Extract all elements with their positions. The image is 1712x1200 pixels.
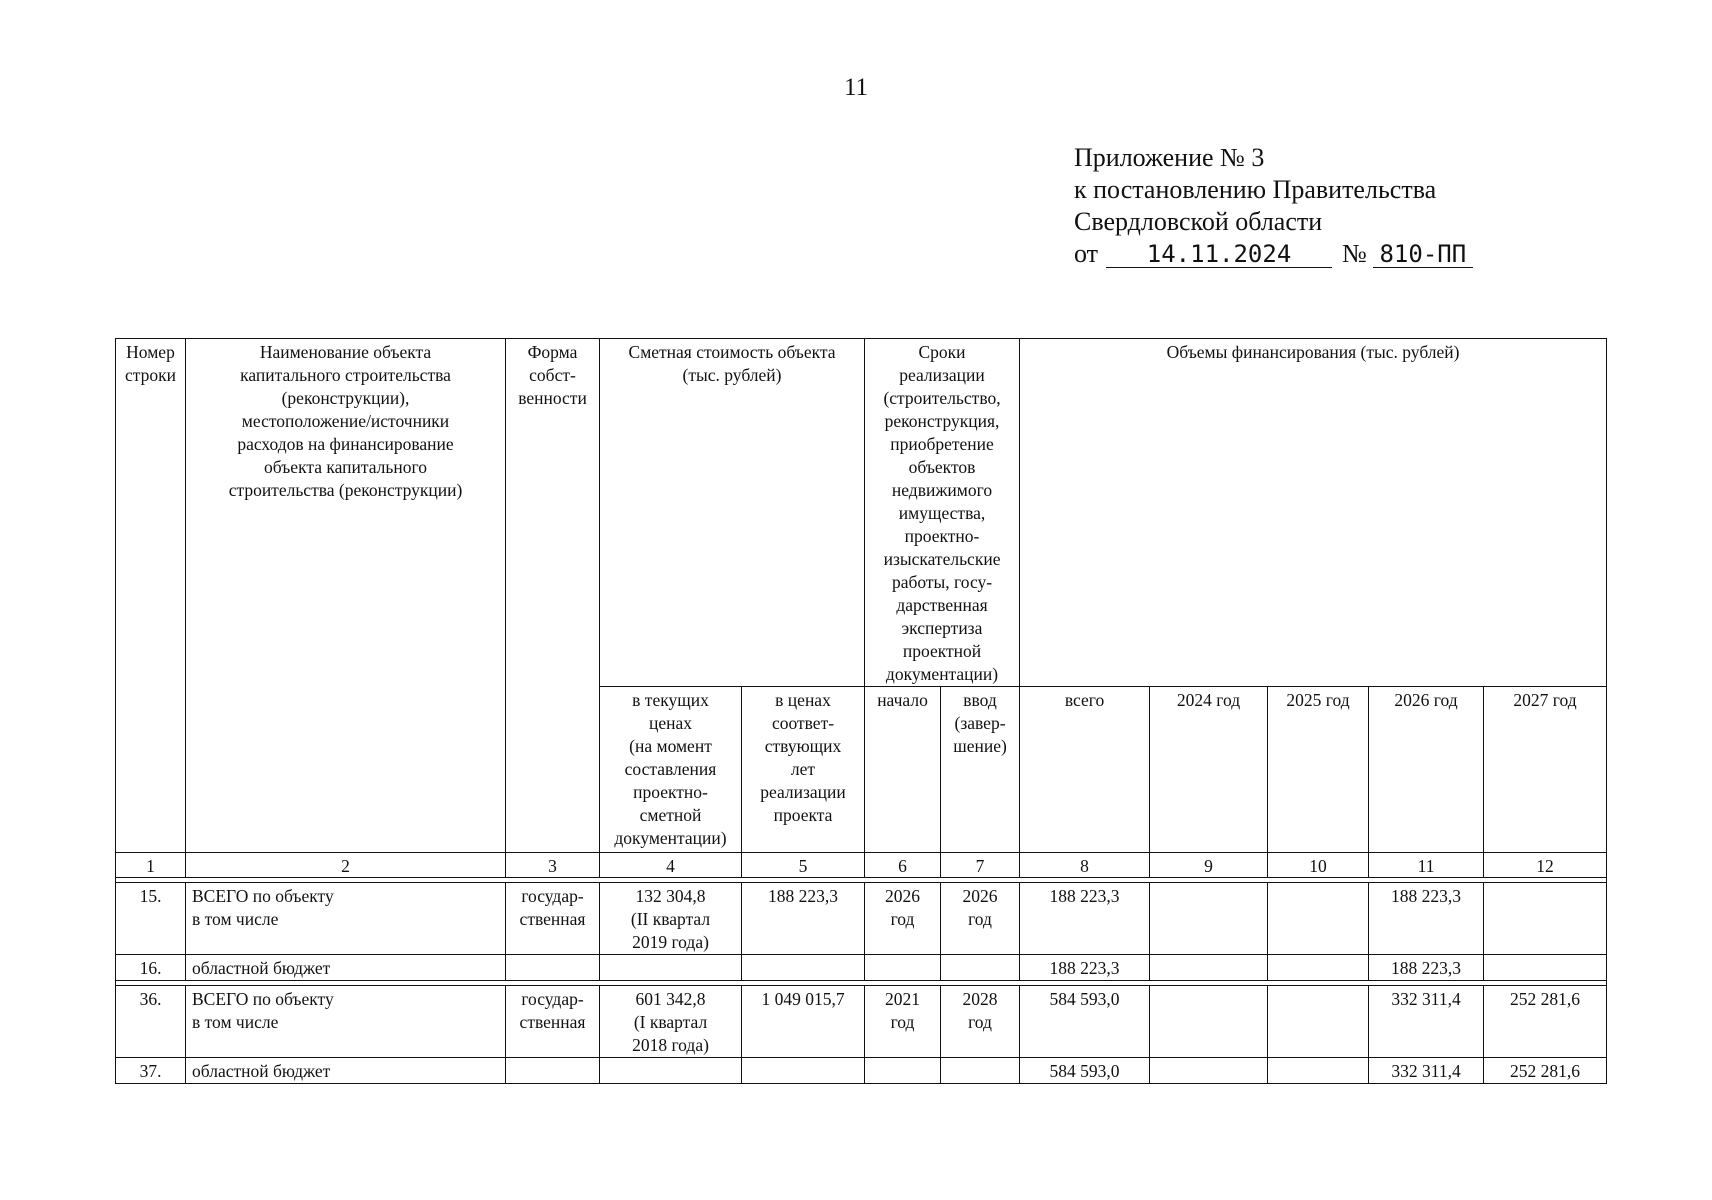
resolution-number: 810-ПП — [1373, 241, 1473, 268]
cell-object-name: ВСЕГО по объекту в том числе — [186, 883, 506, 955]
header-2025: 2025 год — [1268, 687, 1369, 853]
header-total: всего — [1020, 687, 1150, 853]
cell-2026: 188 223,3 — [1369, 955, 1484, 981]
column-number: 6 — [865, 853, 941, 878]
column-number: 5 — [742, 853, 865, 878]
cell-cost-years — [742, 955, 865, 981]
cell-2027 — [1484, 955, 1607, 981]
column-number: 9 — [1150, 853, 1268, 878]
cell-row-number: 36. — [116, 986, 186, 1058]
cell-object-name: областной бюджет — [186, 955, 506, 981]
header-row-main — [116, 339, 1607, 687]
resolution-date: 14.11.2024 — [1106, 241, 1332, 268]
cell-2025 — [1268, 1058, 1369, 1084]
cell-start — [865, 1058, 941, 1084]
header-ownership: Форма собст- венности — [506, 339, 600, 853]
header-end: ввод (завер- шение) — [941, 687, 1020, 853]
cell-start: 2026 год — [865, 883, 941, 955]
cell-cost-current — [600, 1058, 742, 1084]
cell-cost-current: 132 304,8 (II квартал 2019 года) — [600, 883, 742, 955]
table-row — [116, 986, 1607, 1058]
cell-ownership — [506, 955, 600, 981]
header-2024: 2024 год — [1150, 687, 1268, 853]
table-row — [116, 883, 1607, 955]
cell-end: 2026 год — [941, 883, 1020, 955]
cell-2027 — [1484, 883, 1607, 955]
cell-2024 — [1150, 1058, 1268, 1084]
appendix-date-line — [1074, 238, 1514, 270]
cell-row-number: 16. — [116, 955, 186, 981]
from-label: от — [1074, 239, 1099, 268]
appendix-region-line: Свердловской области — [1074, 207, 1323, 236]
appendix-resolution-line: к постановлению Правительства — [1074, 175, 1437, 204]
header-estimated-cost: Сметная стоимость объекта (тыс. рублей) — [600, 339, 865, 687]
cell-total: 584 593,0 — [1020, 986, 1150, 1058]
cell-cost-years: 1 049 015,7 — [742, 986, 865, 1058]
cell-total: 188 223,3 — [1020, 883, 1150, 955]
header-start: начало — [865, 687, 941, 853]
cell-2025 — [1268, 883, 1369, 955]
cell-2024 — [1150, 883, 1268, 955]
column-numbers-row — [116, 853, 1607, 878]
cell-cost-years — [742, 1058, 865, 1084]
cell-total: 188 223,3 — [1020, 955, 1150, 981]
header-object-name: Наименование объекта капитального строительства (реконструкции), местоположение/источники расходов на финансирование объекта капитального строительства (реконструкции) — [186, 339, 506, 853]
cell-2026: 332 311,4 — [1369, 986, 1484, 1058]
column-number: 8 — [1020, 853, 1150, 878]
cell-row-number: 37. — [116, 1058, 186, 1084]
cell-ownership: государ- ственная — [506, 883, 600, 955]
cell-2026: 332 311,4 — [1369, 1058, 1484, 1084]
cell-object-name: областной бюджет — [186, 1058, 506, 1084]
appendix-title: Приложение № 3 — [1074, 143, 1265, 172]
financing-table — [115, 338, 1607, 1084]
table-row — [116, 1058, 1607, 1084]
header-row-number: Номер строки — [116, 339, 186, 853]
cell-2024 — [1150, 986, 1268, 1058]
cell-2024 — [1150, 955, 1268, 981]
cell-2027: 252 281,6 — [1484, 986, 1607, 1058]
cell-2026: 188 223,3 — [1369, 883, 1484, 955]
cell-2025 — [1268, 955, 1369, 981]
cell-cost-years: 188 223,3 — [742, 883, 865, 955]
cell-object-name: ВСЕГО по объекту в том числе — [186, 986, 506, 1058]
header-cost-years: в ценах соответ- ствующих лет реализации проекта — [742, 687, 865, 853]
cell-2025 — [1268, 986, 1369, 1058]
cell-start: 2021 год — [865, 986, 941, 1058]
header-funding: Объемы финансирования (тыс. рублей) — [1020, 339, 1607, 687]
header-terms: Сроки реализации (строительство, реконструкция, приобретение объектов недвижимого имущества, проектно- изыскательские работы, госу- дарственная экспертиза проектной документации) — [865, 339, 1020, 687]
appendix-header — [1074, 142, 1514, 270]
cell-end: 2028 год — [941, 986, 1020, 1058]
number-label: № — [1342, 239, 1367, 268]
cell-total: 584 593,0 — [1020, 1058, 1150, 1084]
column-number: 2 — [186, 853, 506, 878]
column-number: 11 — [1369, 853, 1484, 878]
table-row — [116, 955, 1607, 981]
header-2027: 2027 год — [1484, 687, 1607, 853]
cell-cost-current — [600, 955, 742, 981]
cell-end — [941, 955, 1020, 981]
column-number: 10 — [1268, 853, 1369, 878]
cell-cost-current: 601 342,8 (I квартал 2018 года) — [600, 986, 742, 1058]
cell-ownership — [506, 1058, 600, 1084]
cell-end — [941, 1058, 1020, 1084]
cell-ownership: государ- ственная — [506, 986, 600, 1058]
column-number: 1 — [116, 853, 186, 878]
header-2026: 2026 год — [1369, 687, 1484, 853]
column-number: 12 — [1484, 853, 1607, 878]
cell-2027: 252 281,6 — [1484, 1058, 1607, 1084]
page-number: 11 — [843, 74, 869, 101]
header-cost-current: в текущих ценах (на момент составления проектно- сметной документации) — [600, 687, 742, 853]
column-number: 4 — [600, 853, 742, 878]
cell-start — [865, 955, 941, 981]
column-number: 7 — [941, 853, 1020, 878]
cell-row-number: 15. — [116, 883, 186, 955]
column-number: 3 — [506, 853, 600, 878]
